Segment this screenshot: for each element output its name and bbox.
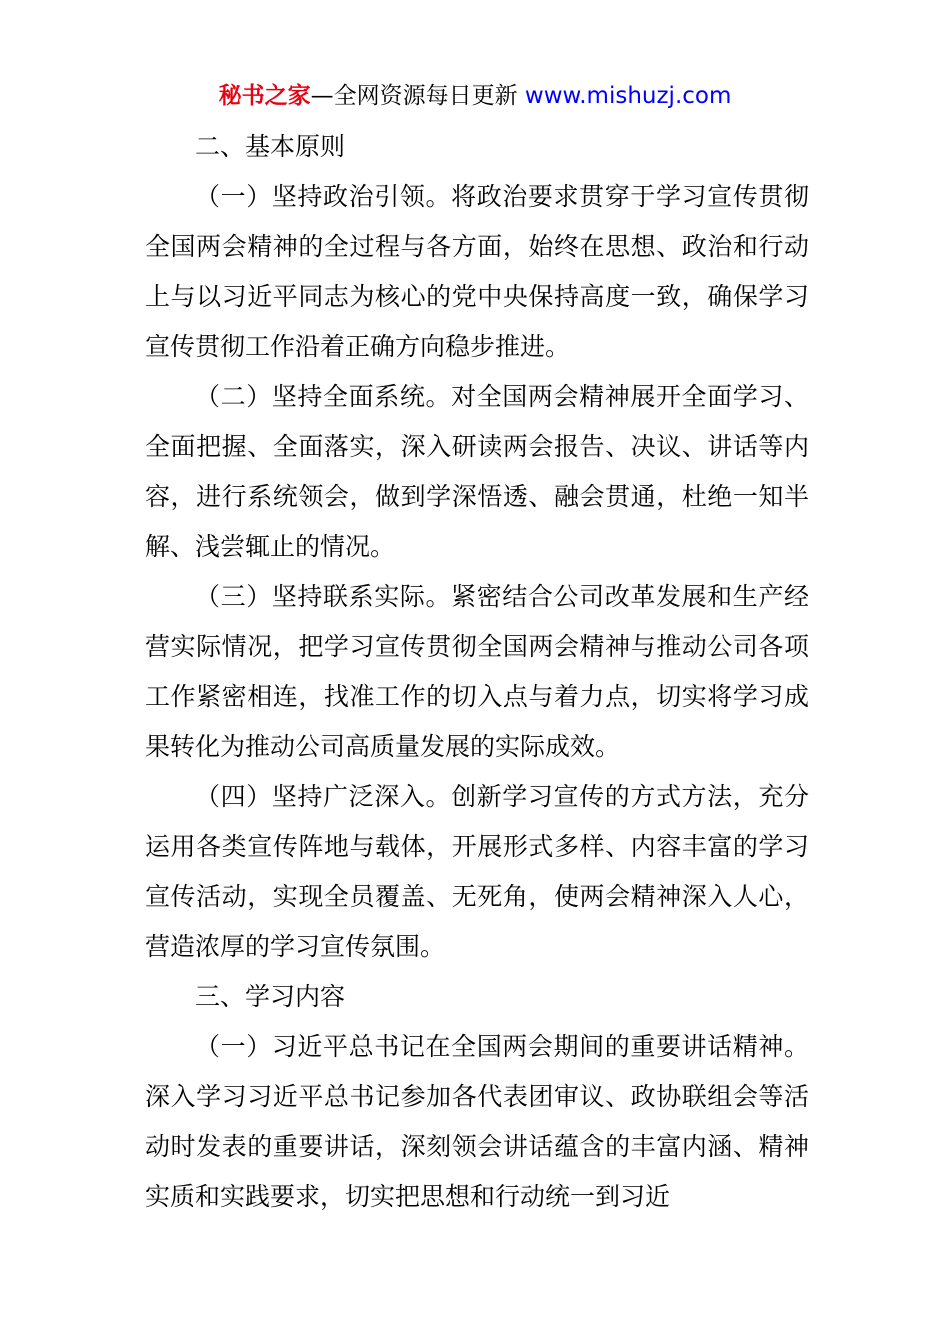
site-url-link[interactable]: www.mishuzj.com [524, 83, 732, 109]
paragraph: （二）坚持全面系统。对全国两会精神展开全面学习、全面把握、全面落实，深入研读两会报告、决议、讲话等内容，进行系统领会，做到学深悟透、融会贯通，杜绝一知半解、浅尝辄止的情况。 [145, 382, 809, 561]
document-body [145, 122, 809, 1222]
paragraph: （一）习近平总书记在全国两会期间的重要讲话精神。深入学习习近平总书记参加各代表团审议、政协联组会等活动时发表的重要讲话，深刻领会讲话蕴含的丰富内涵、精神实质和实践要求，切实把思想和行动统一到习近 [145, 1032, 809, 1211]
site-header [0, 78, 950, 114]
site-brand: 秘书之家 [218, 83, 311, 109]
paragraph: （四）坚持广泛深入。创新学习宣传的方式方法，充分运用各类宣传阵地与载体，开展形式多样、内容丰富的学习宣传活动，实现全员覆盖、无死角，使两会精神深入人心，营造浓厚的学习宣传氛围。 [145, 782, 809, 961]
section-heading: 二、基本原则 [195, 132, 346, 161]
paragraph: （一）坚持政治引领。将政治要求贯穿于学习宣传贯彻全国两会精神的全过程与各方面，始终在思想、政治和行动上与以习近平同志为核心的党中央保持高度一致，确保学习宣传贯彻工作沿着正确方向稳步推进。 [145, 182, 809, 361]
section-heading: 三、学习内容 [195, 982, 346, 1011]
site-tagline: —全网资源每日更新 [310, 83, 518, 109]
paragraph: （三）坚持联系实际。紧密结合公司改革发展和生产经营实际情况，把学习宣传贯彻全国两会精神与推动公司各项工作紧密相连，找准工作的切入点与着力点，切实将学习成果转化为推动公司高质量发展的实际成效。 [145, 582, 809, 761]
